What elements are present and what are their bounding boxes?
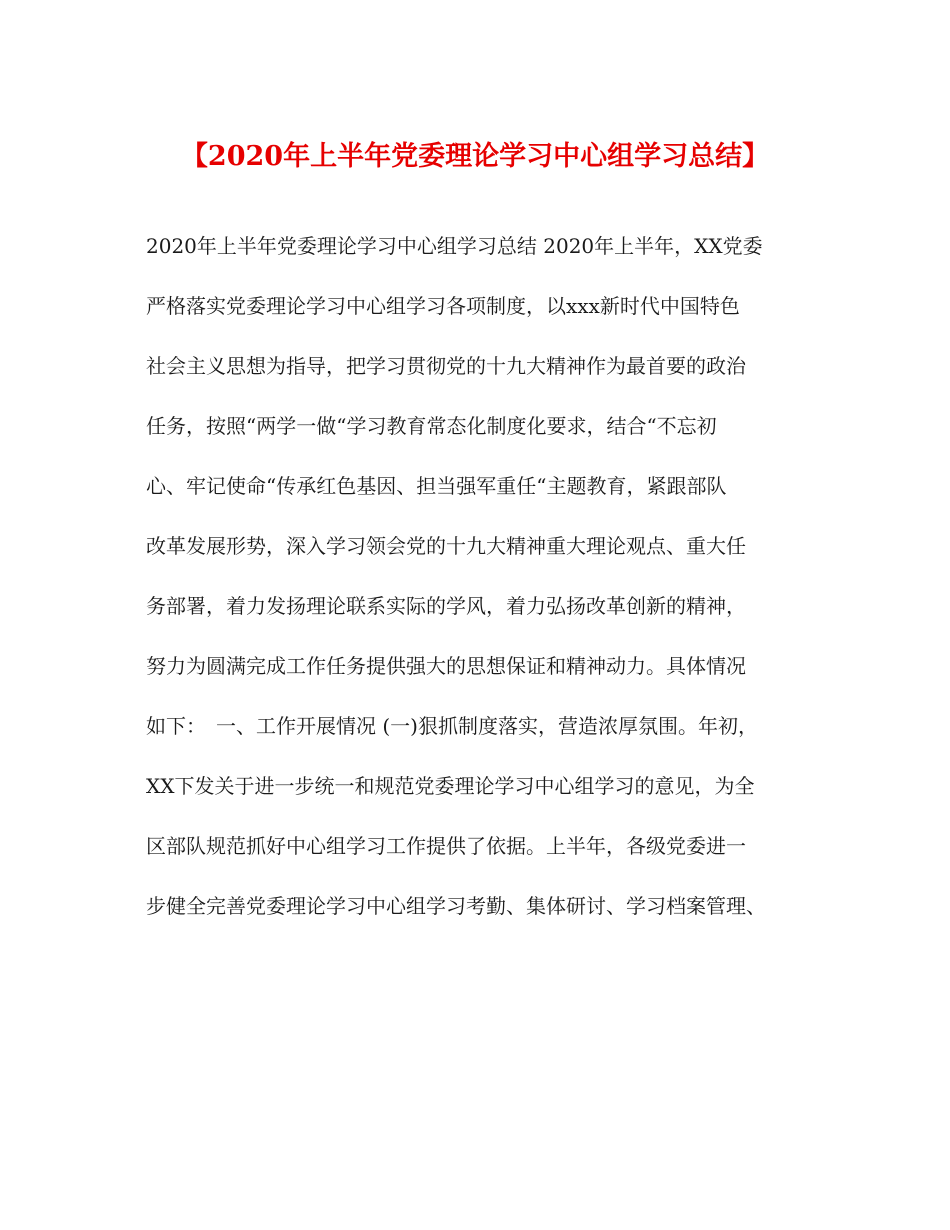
document-title: 【2020年上半年党委理论学习中心组学习总结】 [180,141,770,172]
body-line: 务部署，着力发扬理论联系实际的学风，着力弘扬改革创新的精神， [146,594,746,618]
body-line: 2020年上半年党委理论学习中心组学习总结 2020年上半年，XX党委 [146,234,763,258]
body-line: 步健全完善党委理论学习中心组学习考勤、集体研讨、学习档案管理、 [146,894,766,918]
body-line: 区部队规范抓好中心组学习工作提供了依据。上半年，各级党委进一 [146,834,746,858]
body-line: 严格落实党委理论学习中心组学习各项制度，以xxx新时代中国特色 [146,294,740,318]
body-line: 努力为圆满完成工作任务提供强大的思想保证和精神动力。具体情况 [146,654,746,678]
document-body [146,216,806,936]
body-line: 心、牢记使命“传承红色基因、担当强军重任“主题教育，紧跟部队 [146,474,727,498]
body-line: XX下发关于进一步统一和规范党委理论学习中心组学习的意见，为全 [146,774,755,798]
body-line: 改革发展形势，深入学习领会党的十九大精神重大理论观点、重大任 [146,534,746,558]
body-line: 社会主义思想为指导，把学习贯彻党的十九大精神作为最首要的政治 [146,354,746,378]
body-line: 任务，按照“两学一做“学习教育常态化制度化要求，结合“不忘初 [146,414,717,438]
body-line: 如下： 一、工作开展情况 (一)狠抓制度落实，营造浓厚氛围。年初， [146,714,758,738]
